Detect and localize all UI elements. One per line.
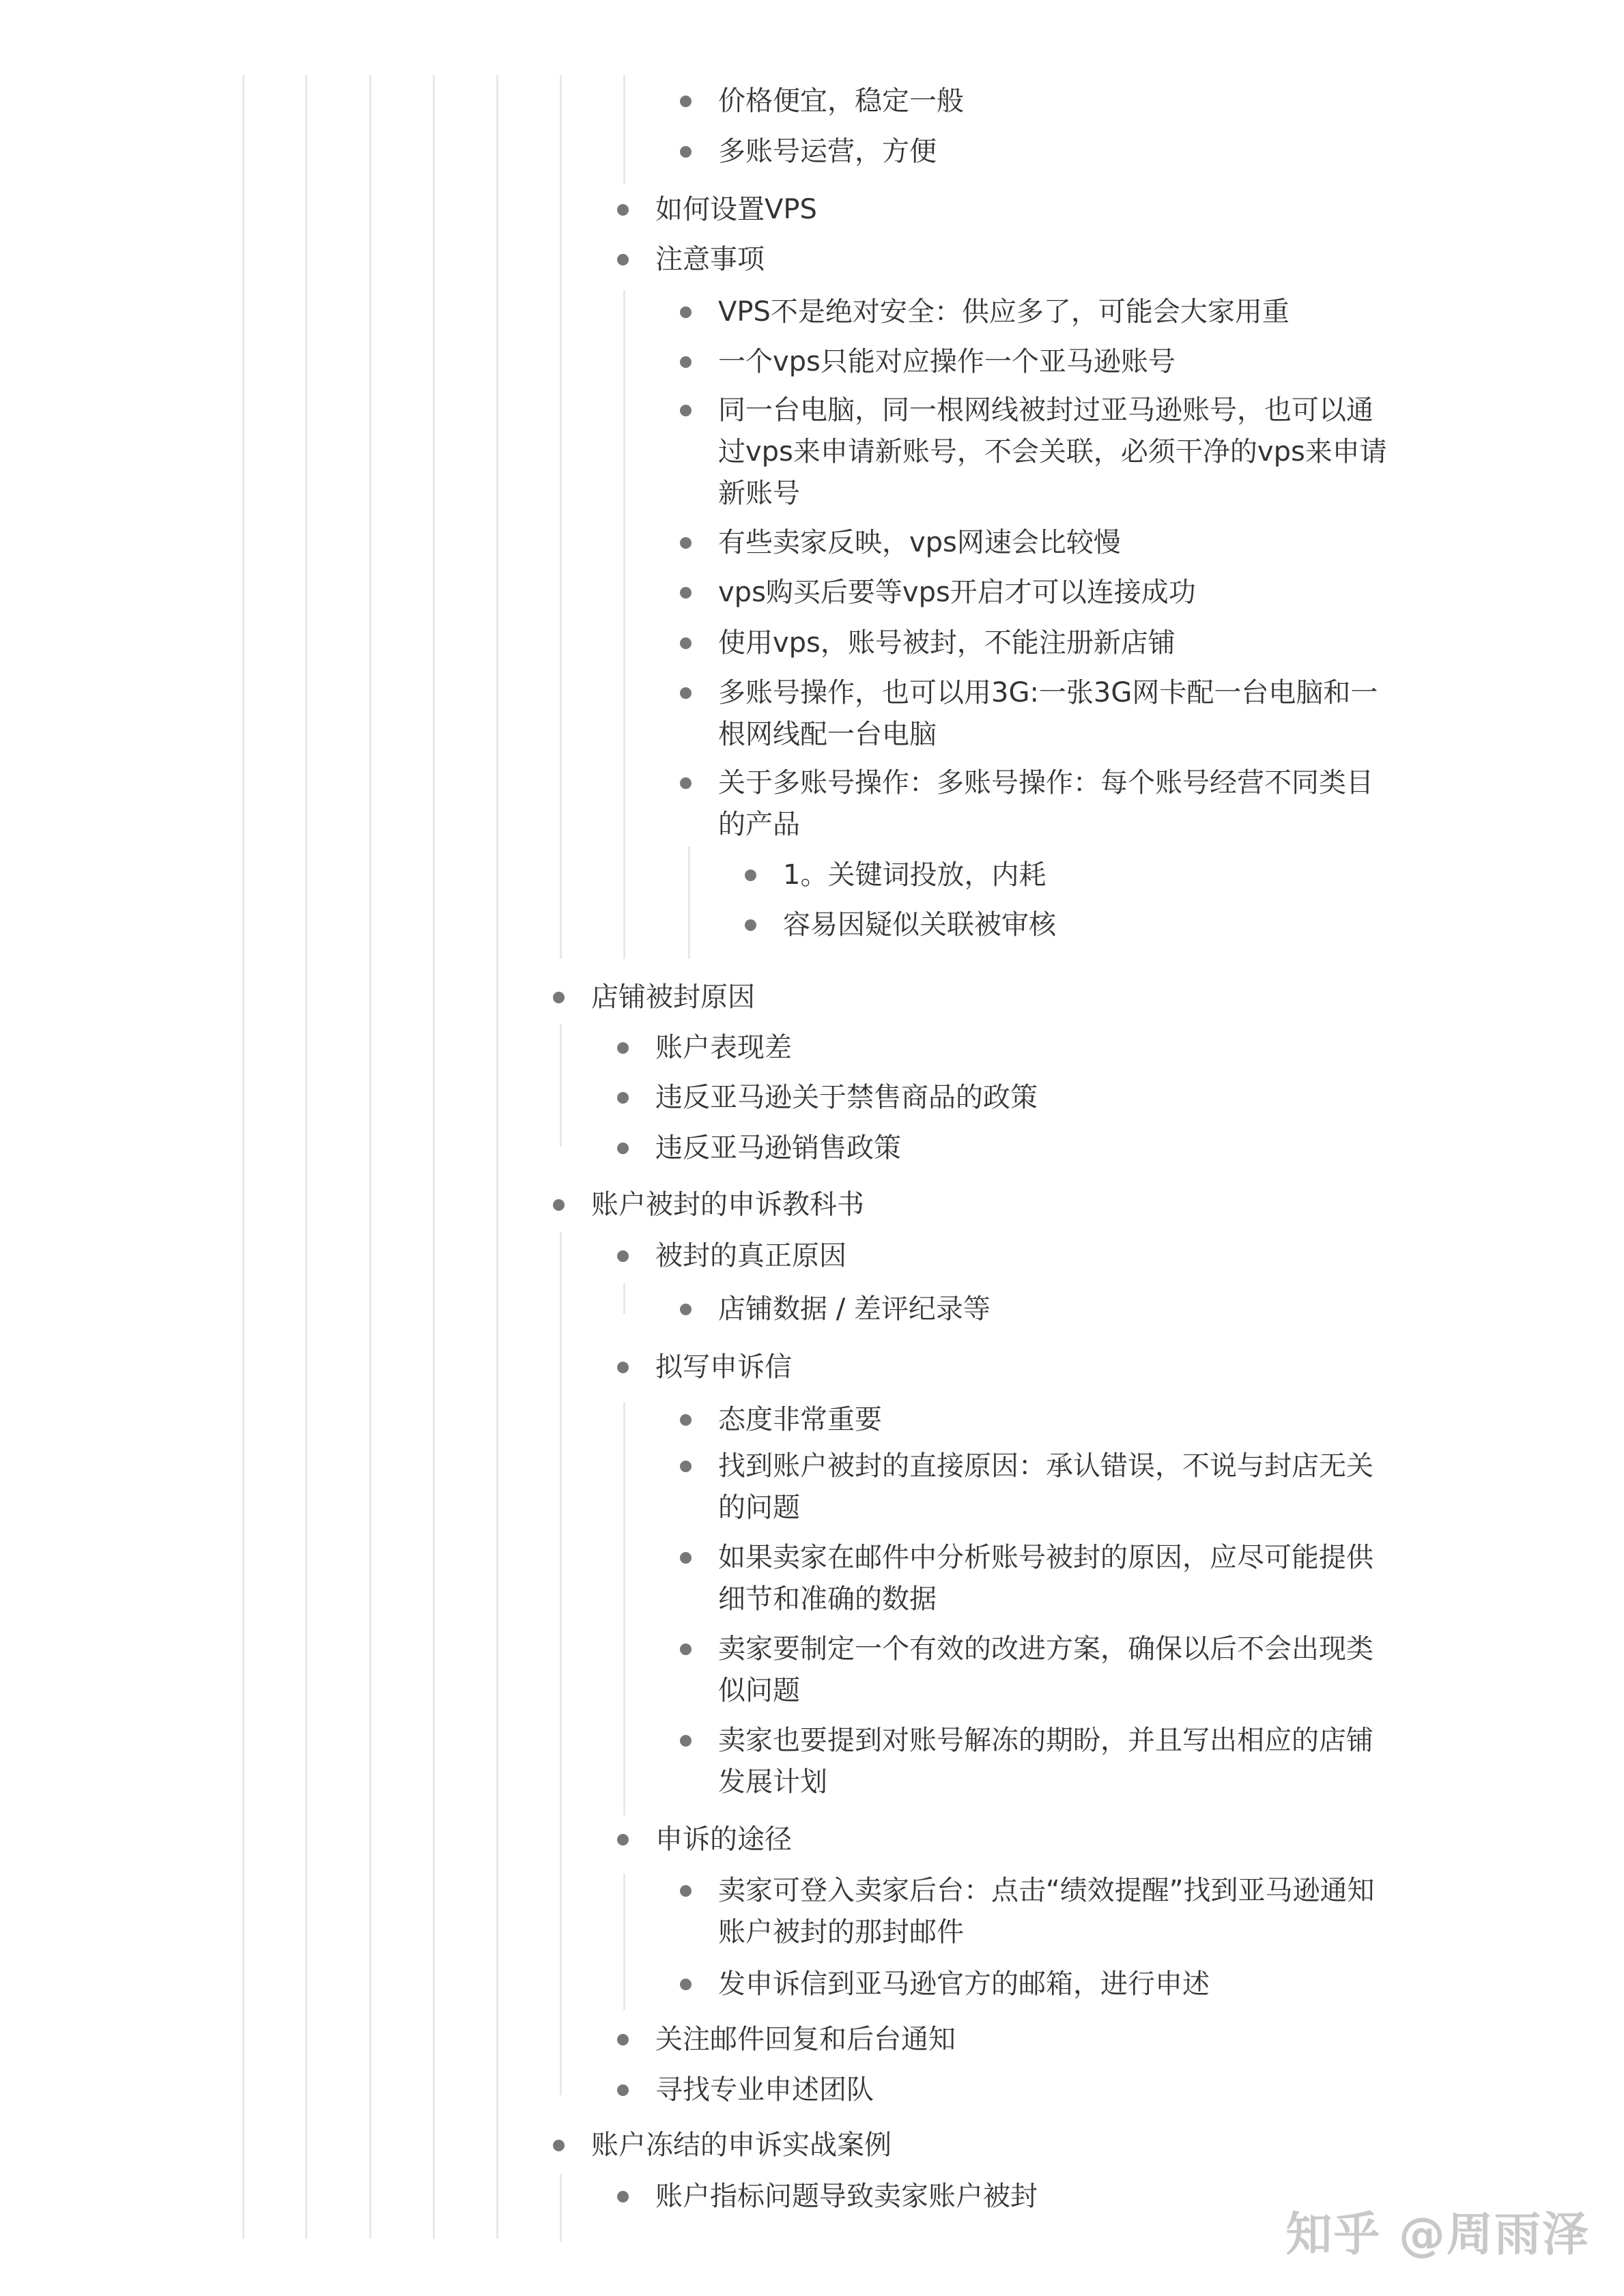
indent-guide — [560, 2174, 562, 2242]
bullet-icon — [553, 992, 565, 1003]
indent-guide — [623, 1283, 625, 1314]
list-item: 找到账户被封的直接原因：承认错误，不说与封店无关 的问题 — [718, 1446, 1373, 1529]
bullet-icon — [680, 587, 692, 599]
bullet-icon — [680, 356, 692, 368]
list-item: 店铺被封原因 — [591, 977, 755, 1018]
bullet-icon — [617, 1143, 629, 1154]
indent-guide — [560, 1232, 562, 2095]
list-item: 卖家可登入卖家后台：点击“绩效提醒”找到亚马逊通知 账户被封的那封邮件 — [718, 1870, 1374, 1953]
bullet-icon — [617, 1042, 629, 1054]
watermark: 知乎 @周雨泽 — [1285, 2208, 1590, 2262]
list-item: 账户被封的申诉教科书 — [591, 1184, 864, 1226]
list-item: 注意事项 — [655, 239, 765, 281]
bullet-icon — [617, 2034, 629, 2046]
bullet-icon — [680, 537, 692, 549]
indent-guide — [623, 290, 625, 959]
bullet-icon — [680, 306, 692, 318]
list-item: 多账号运营，方便 — [718, 131, 937, 173]
list-item: 关注邮件回复和后台通知 — [655, 2019, 956, 2061]
indent-guide — [623, 1874, 625, 2010]
bullet-icon — [553, 1199, 565, 1211]
indent-guide — [560, 1024, 562, 1147]
bullet-icon — [680, 96, 692, 107]
bullet-icon — [745, 919, 756, 931]
list-item: 容易因疑似关联被审核 — [783, 904, 1056, 946]
list-item: 违反亚马逊关于禁售商品的政策 — [655, 1077, 1038, 1119]
bullet-icon — [617, 1250, 629, 1262]
list-item: 账户冻结的申诉实战案例 — [591, 2125, 892, 2166]
bullet-icon — [680, 1979, 692, 1990]
bullet-icon — [680, 1304, 692, 1315]
bullet-icon — [617, 2084, 629, 2096]
bullet-icon — [680, 1735, 692, 1747]
list-item: 价格便宜，稳定一般 — [718, 81, 964, 122]
list-item: 账户指标问题导致卖家账户被封 — [655, 2176, 1038, 2218]
bullet-icon — [680, 1552, 692, 1564]
list-item: vps购买后要等vps开启才可以连接成功 — [718, 572, 1196, 614]
bullet-icon — [617, 1092, 629, 1104]
bullet-icon — [680, 1644, 692, 1655]
list-item: 被封的真正原因 — [655, 1235, 846, 1277]
list-item: 店铺数据 / 差评纪录等 — [718, 1289, 991, 1330]
list-item: 寻找专业申述团队 — [655, 2069, 874, 2111]
indent-guide — [433, 75, 435, 2239]
indent-guide — [688, 846, 690, 959]
bullet-icon — [617, 254, 629, 266]
list-item: 一个vps只能对应操作一个亚马逊账号 — [718, 341, 1176, 383]
indent-guide — [560, 75, 562, 959]
indent-guide — [305, 75, 307, 2239]
list-item: 账户表现差 — [655, 1027, 792, 1069]
list-item: VPS不是绝对安全：供应多了，可能会大家用重 — [718, 291, 1290, 333]
bullet-icon — [680, 777, 692, 789]
bullet-icon — [680, 687, 692, 699]
list-item: 如何设置VPS — [655, 189, 817, 231]
bullet-icon — [680, 146, 692, 158]
list-item: 态度非常重要 — [718, 1399, 882, 1441]
list-item: 如果卖家在邮件中分析账号被封的原因，应尽可能提供 细节和准确的数据 — [718, 1537, 1373, 1620]
list-item: 同一台电脑，同一根网线被封过亚马逊账号，也可以通 过vps来申请新账号，不会关联，必须干净的vps来申请 新账号 — [718, 390, 1387, 515]
indent-guide — [242, 75, 244, 2239]
bullet-icon — [617, 1834, 629, 1846]
bullet-icon — [680, 1461, 692, 1472]
bullet-icon — [680, 637, 692, 649]
indent-guide — [623, 75, 625, 184]
bullet-icon — [617, 204, 629, 216]
bullet-icon — [617, 1362, 629, 1373]
list-item: 1。关键词投放，内耗 — [783, 855, 1046, 896]
list-item: 卖家要制定一个有效的改进方案，确保以后不会出现类 似问题 — [718, 1628, 1373, 1712]
list-item: 有些卖家反映，vps网速会比较慢 — [718, 522, 1121, 564]
bullet-icon — [680, 1885, 692, 1897]
bullet-icon — [745, 870, 756, 881]
list-item: 拟写申诉信 — [655, 1347, 792, 1388]
list-item: 发申诉信到亚马逊官方的邮箱，进行申述 — [718, 1964, 1210, 2005]
list-item: 申诉的途径 — [655, 1819, 792, 1861]
list-item: 多账号操作，也可以用3G:一张3G网卡配一台电脑和一 根网线配一台电脑 — [718, 672, 1378, 756]
list-item: 违反亚马逊销售政策 — [655, 1128, 901, 1169]
indent-guide — [496, 75, 498, 2239]
indent-guide — [623, 1403, 625, 1816]
bullet-icon — [617, 2191, 629, 2202]
indent-guide — [369, 75, 371, 2239]
bullet-icon — [680, 1414, 692, 1426]
bullet-icon — [553, 2140, 565, 2151]
bullet-icon — [680, 405, 692, 416]
list-item: 关于多账号操作：多账号操作：每个账号经营不同类目 的产品 — [718, 762, 1373, 846]
list-item: 使用vps，账号被封，不能注册新店铺 — [718, 622, 1176, 664]
list-item: 卖家也要提到对账号解冻的期盼，并且写出相应的店铺 发展计划 — [718, 1720, 1373, 1803]
